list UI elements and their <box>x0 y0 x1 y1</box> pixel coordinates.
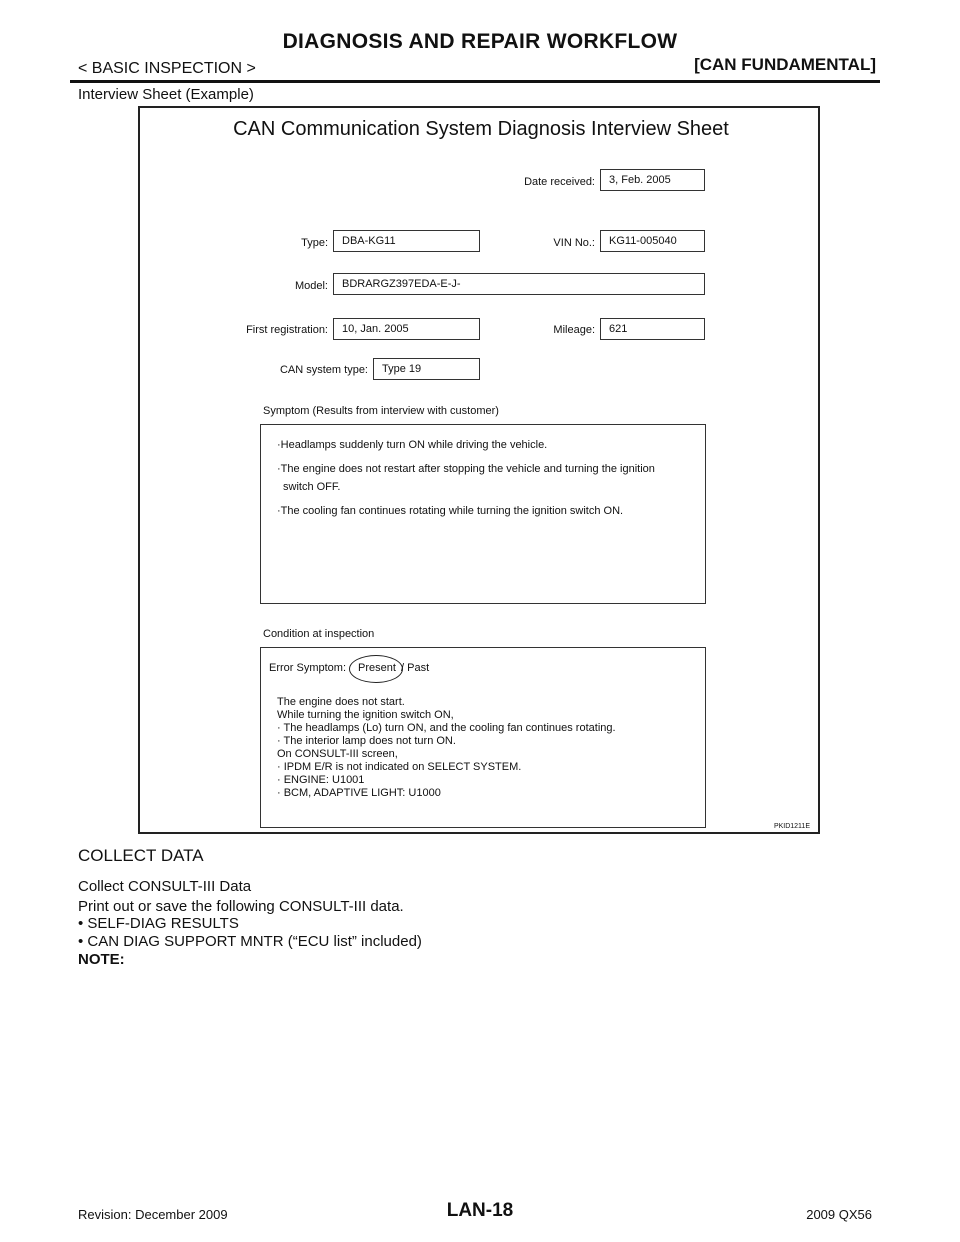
section-heading: COLLECT DATA <box>78 846 204 865</box>
condition-box <box>260 647 706 828</box>
can-system-type-label: CAN system type: <box>279 364 368 376</box>
error-symptom-label: Error Symptom: <box>269 662 347 674</box>
revision-date: Revision: December 2009 <box>78 1207 228 1222</box>
note-label: NOTE: <box>78 951 125 968</box>
mileage-field: 621 <box>600 318 705 340</box>
sheet-title: CAN Communication System Diagnosis Interview Sheet <box>233 118 729 140</box>
type-field: DBA-KG11 <box>333 230 480 252</box>
condition-line: · IPDM E/R is not indicated on SELECT SYSTEM. <box>277 761 522 773</box>
condition-line: · BCM, ADAPTIVE LIGHT: U1000 <box>277 787 441 799</box>
condition-line: The engine does not start. <box>277 696 405 708</box>
symptom-line: switch OFF. <box>283 481 341 493</box>
date-received-field: 3, Feb. 2005 <box>600 169 705 191</box>
vin-field: KG11-005040 <box>600 230 705 252</box>
past-option: / Past <box>401 662 430 674</box>
breadcrumb: < BASIC INSPECTION > <box>78 60 256 77</box>
figure-code: PKID1211E <box>773 823 810 830</box>
symptom-line: ·Headlamps suddenly turn ON while driving the vehicle. <box>277 439 548 451</box>
model-label: Model: <box>294 280 328 292</box>
figure-caption: Interview Sheet (Example) <box>78 86 254 103</box>
condition-line: On CONSULT-III screen, <box>277 748 398 760</box>
header-rule <box>70 80 880 83</box>
list-item: • CAN DIAG SUPPORT MNTR (“ECU list” included) <box>78 933 422 950</box>
date-received-label: Date received: <box>524 176 595 188</box>
model-year: 2009 QX56 <box>806 1207 872 1222</box>
condition-line: · The headlamps (Lo) turn ON, and the cooling fan continues rotating. <box>277 722 616 734</box>
symptom-line: ·The engine does not restart after stopping the vehicle and turning the ignition <box>277 463 655 475</box>
list-item: • SELF-DIAG RESULTS <box>78 915 239 932</box>
mileage-label: Mileage: <box>553 324 595 336</box>
subheading: Collect CONSULT-III Data <box>78 878 252 895</box>
symptom-title: Symptom (Results from interview with customer) <box>263 405 499 417</box>
type-label: Type: <box>301 237 328 249</box>
instruction-text: Print out or save the following CONSULT-III data. <box>78 898 404 915</box>
can-system-type-field: Type 19 <box>373 358 480 380</box>
present-option: Present <box>358 662 396 674</box>
condition-line: · ENGINE: U1001 <box>277 774 365 786</box>
first-registration-label: First registration: <box>246 324 328 336</box>
section-tag: [CAN FUNDAMENTAL] <box>694 55 876 74</box>
condition-title: Condition at inspection <box>263 628 375 640</box>
condition-line: · The interior lamp does not turn ON. <box>277 735 456 747</box>
symptom-line: ·The cooling fan continues rotating while turning the ignition switch ON. <box>277 505 624 517</box>
vin-label: VIN No.: <box>553 237 595 249</box>
page-title: DIAGNOSIS AND REPAIR WORKFLOW <box>282 30 678 53</box>
first-registration-field: 10, Jan. 2005 <box>333 318 480 340</box>
interview-sheet-figure <box>138 106 820 834</box>
symptom-box <box>260 424 706 604</box>
page-number: LAN-18 <box>446 1200 514 1221</box>
model-field: BDRARGZ397EDA-E-J- <box>333 273 705 295</box>
condition-line: While turning the ignition switch ON, <box>277 709 454 721</box>
